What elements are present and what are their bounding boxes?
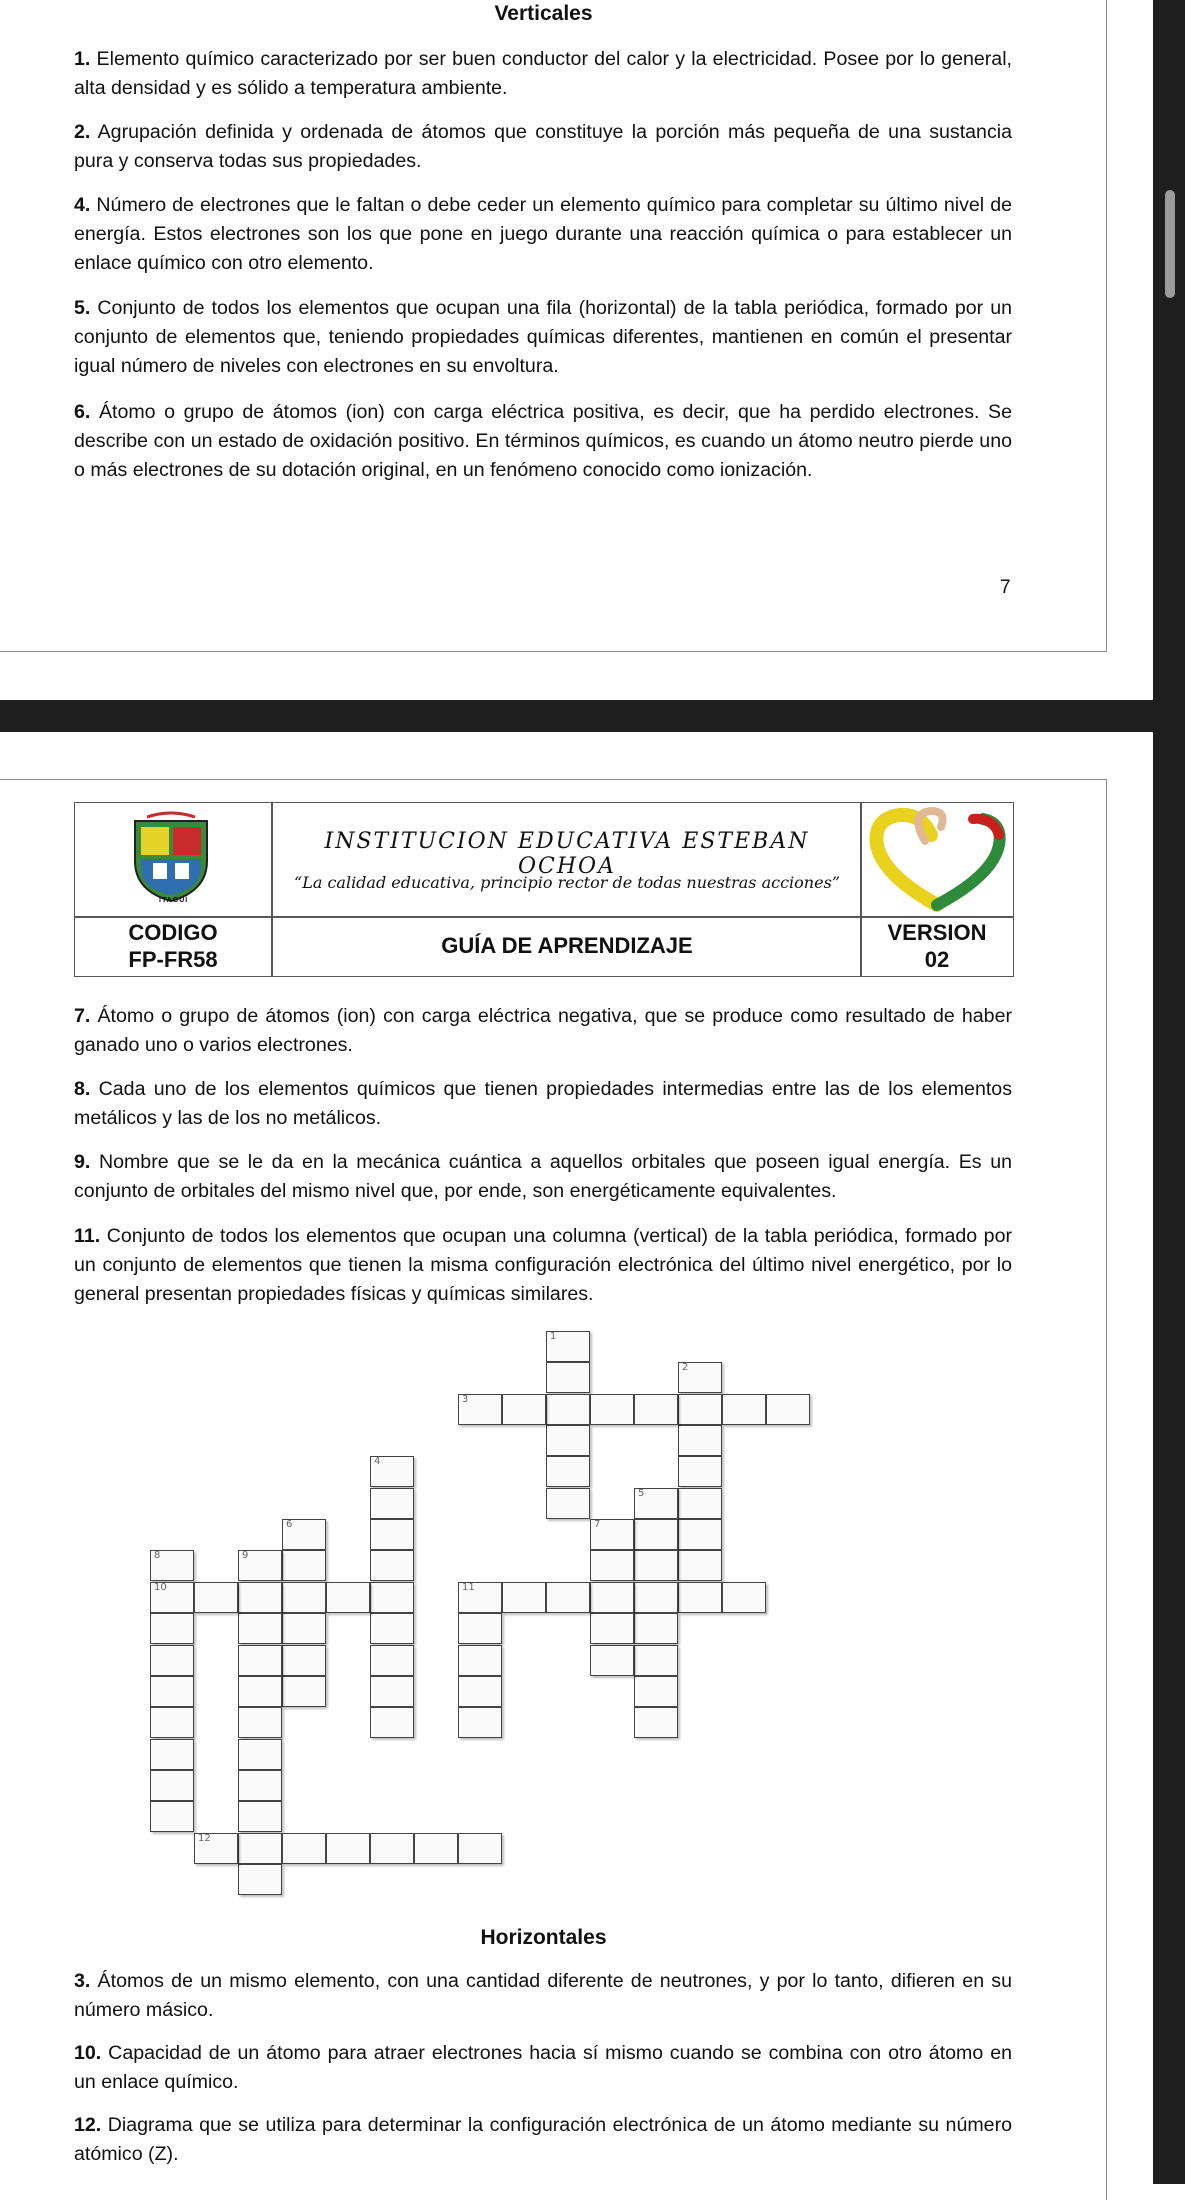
crossword-clue-number: 3: [462, 1393, 469, 1405]
crossword-cell[interactable]: [634, 1519, 678, 1550]
crossword-clue-number: 9: [242, 1550, 249, 1562]
crossword-cell[interactable]: [634, 1550, 678, 1581]
crossword-cell[interactable]: [458, 1707, 502, 1738]
scrollbar-track[interactable]: [1153, 0, 1185, 2184]
page-number: 7: [1000, 577, 1011, 598]
crossword-cell[interactable]: [678, 1425, 722, 1456]
crossword-cell[interactable]: [150, 1770, 194, 1801]
crossword-cell[interactable]: [546, 1488, 590, 1519]
crossword-cell[interactable]: [370, 1519, 414, 1550]
crossword-cell[interactable]: [150, 1613, 194, 1644]
crossword-clue-number: 7: [594, 1519, 601, 1531]
clue-5: 5. Conjunto de todos los elementos que ocupan una fila (horizontal) de la tabla periódica, formado por un conjunto de elementos que, teniendo propiedades químicas diferentes, mantienen en común el presentar igual número de niveles con electrones en su envoltura.: [74, 297, 1012, 377]
crossword-cell[interactable]: [238, 1707, 282, 1738]
crossword-cell[interactable]: [590, 1519, 634, 1550]
crossword-cell[interactable]: [326, 1582, 370, 1613]
crossword-cell[interactable]: [238, 1613, 282, 1644]
crossword-cell[interactable]: [590, 1645, 634, 1676]
crossword-cell[interactable]: [502, 1582, 546, 1613]
crossword-cell[interactable]: [370, 1456, 414, 1487]
crossword-clue-number: 12: [198, 1832, 211, 1844]
scrollbar-thumb[interactable]: [1165, 190, 1175, 298]
crossword-cell[interactable]: [370, 1833, 414, 1864]
crossword-clue-number: 1: [550, 1331, 557, 1342]
crossword-cell[interactable]: [678, 1519, 722, 1550]
crossword-cell[interactable]: [194, 1582, 238, 1613]
clue-4: 4. Número de electrones que le faltan o debe ceder un elemento químico para completar su último nivel de energía. Estos electrones son los que pone en juego durante una reacción química o para establecer un enlace químico con otro elemento.: [74, 194, 1012, 274]
codigo-cell: CODIGO FP-FR58: [128, 920, 218, 972]
crossword-cell[interactable]: [590, 1394, 634, 1425]
version-cell: VERSION 02: [887, 920, 987, 972]
clue-6: 6. Átomo o grupo de átomos (ion) con carga eléctrica positiva, es decir, que ha perdido electrones. Se describe con un estado de oxidación positivo. En términos químicos, es cuando un átomo neutro pierde uno o más electrones de su dotación original, en un fenómeno conocido como ionización.: [74, 401, 1012, 481]
crossword-cell[interactable]: [634, 1676, 678, 1707]
clue-12: 12. Diagrama que se utiliza para determinar la configuración electrónica de un átomo mediante su número atómico (Z).: [74, 2114, 1012, 2165]
crossword-cell[interactable]: [458, 1676, 502, 1707]
crossword-cell[interactable]: [722, 1394, 766, 1425]
clue-10: 10. Capacidad de un átomo para atraer electrones hacia sí mismo cuando se combina con otro átomo en un enlace químico.: [74, 2042, 1012, 2093]
crossword-cell[interactable]: [194, 1833, 238, 1864]
crossword-cell[interactable]: [238, 1645, 282, 1676]
crossword-cell[interactable]: [678, 1362, 722, 1393]
clue-1: 1. Elemento químico caracterizado por ser buen conductor del calor y la electricidad. Posee por lo general, alta densidad y es sólido a temperatura ambiente.: [74, 48, 1012, 99]
crossword-cell[interactable]: [150, 1801, 194, 1832]
crossword-cell[interactable]: [458, 1613, 502, 1644]
crossword-cell[interactable]: [282, 1582, 326, 1613]
institution-motto: “La calidad educativa, principio rector de todas nuestras acciones”: [294, 873, 840, 892]
crest-label: ITAGUÍ: [159, 897, 189, 904]
crossword-cell[interactable]: [678, 1456, 722, 1487]
clue-11: 11. Conjunto de todos los elementos que ocupan una columna (vertical) de la tabla periódica, formado por un conjunto de elementos que tienen la misma configuración electrónica del último nivel energético, por lo general presentan propiedades físicas y químicas similares.: [74, 1225, 1012, 1305]
crossword-cell[interactable]: [766, 1394, 810, 1425]
verticales-heading: Verticales: [494, 2, 593, 25]
crossword-cell[interactable]: [546, 1362, 590, 1393]
crossword-clue-number: 2: [682, 1362, 689, 1374]
clue-2: 2. Agrupación definida y ordenada de átomos que constituye la porción más pequeña de una sustancia pura y conserva todas sus propiedades.: [74, 121, 1012, 172]
crossword-cell[interactable]: [238, 1582, 282, 1613]
crossword-cell[interactable]: [238, 1770, 282, 1801]
crossword-cell[interactable]: [282, 1550, 326, 1581]
crossword-cell[interactable]: [634, 1613, 678, 1644]
clue-8: 8. Cada uno de los elementos químicos que tienen propiedades intermedias entre las de los elementos metálicos y las de los no metálicos.: [74, 1078, 1012, 1129]
crossword-cell[interactable]: [458, 1833, 502, 1864]
crossword-cell[interactable]: [546, 1331, 590, 1362]
crossword-cell[interactable]: [282, 1645, 326, 1676]
page-separator: [0, 700, 1153, 732]
crossword-clue-number: 11: [462, 1581, 475, 1593]
crossword-cell[interactable]: [370, 1582, 414, 1613]
crossword-cell[interactable]: [370, 1707, 414, 1738]
crossword-cell[interactable]: [414, 1833, 458, 1864]
crossword-cell[interactable]: [678, 1488, 722, 1519]
document-header: [74, 802, 1014, 977]
crossword-cell[interactable]: [150, 1645, 194, 1676]
crossword-cell[interactable]: [546, 1425, 590, 1456]
crossword-cell[interactable]: [370, 1488, 414, 1519]
crossword-clue-number: 5: [638, 1487, 645, 1499]
crossword-cell[interactable]: [678, 1550, 722, 1581]
horizontales-heading: Horizontales: [480, 1926, 607, 1949]
crossword-cell[interactable]: [150, 1676, 194, 1707]
crossword-cell[interactable]: [502, 1394, 546, 1425]
heart-logo-icon: [865, 805, 1011, 915]
crossword-cell[interactable]: [590, 1550, 634, 1581]
crossword-cell[interactable]: [282, 1519, 326, 1550]
crossword-cell[interactable]: [238, 1801, 282, 1832]
crossword-clue-number: 8: [154, 1550, 161, 1562]
crossword-cell[interactable]: [634, 1582, 678, 1613]
crossword-cell[interactable]: [238, 1739, 282, 1770]
crossword-cell[interactable]: [546, 1456, 590, 1487]
crossword-cell[interactable]: [590, 1613, 634, 1644]
crossword-cell[interactable]: [282, 1833, 326, 1864]
crossword-cell[interactable]: [634, 1707, 678, 1738]
crossword-clue-number: 6: [286, 1519, 293, 1531]
crossword-cell[interactable]: [282, 1676, 326, 1707]
crossword-cell[interactable]: [150, 1707, 194, 1738]
crossword-cell[interactable]: [238, 1864, 282, 1895]
crossword-cell[interactable]: [546, 1582, 590, 1613]
crossword-cell[interactable]: [722, 1582, 766, 1613]
clue-7: 7. Átomo o grupo de átomos (ion) con carga eléctrica negativa, que se produce como resultado de haber ganado uno o varios electrones.: [74, 1005, 1012, 1056]
crossword-cell[interactable]: [590, 1582, 634, 1613]
crossword-cell[interactable]: [150, 1739, 194, 1770]
crossword-cell[interactable]: [370, 1613, 414, 1644]
crossword-cell[interactable]: [326, 1833, 370, 1864]
crossword-cell[interactable]: [458, 1582, 502, 1613]
crossword-cell[interactable]: [678, 1394, 722, 1425]
crossword-cell[interactable]: [370, 1645, 414, 1676]
crossword-clue-number: 10: [154, 1581, 167, 1593]
crossword-cell[interactable]: [150, 1582, 194, 1613]
crossword-cell[interactable]: [634, 1394, 678, 1425]
crossword-cell[interactable]: [238, 1676, 282, 1707]
crossword-cell[interactable]: [282, 1613, 326, 1644]
clue-9: 9. Nombre que se le da en la mecánica cuántica a aquellos orbitales que poseen igual energía. Es un conjunto de orbitales del mismo nivel que, por ende, son energéticamente equivalentes.: [74, 1151, 1012, 1202]
institution-name: INSTITUCION EDUCATIVA ESTEBAN OCHOA: [324, 829, 810, 879]
guide-title: GUÍA DE APRENDIZAJE: [441, 933, 693, 958]
clue-3: 3. Átomos de un mismo elemento, con una cantidad diferente de neutrones, y por lo tanto, difieren en su número másico.: [74, 1970, 1012, 2021]
crossword-cell[interactable]: [458, 1645, 502, 1676]
school-crest-icon: [127, 811, 215, 903]
crossword-cell[interactable]: [678, 1582, 722, 1613]
crossword-cell[interactable]: [150, 1550, 194, 1581]
crossword-cell[interactable]: [634, 1645, 678, 1676]
crossword-clue-number: 4: [374, 1456, 381, 1468]
crossword-cell[interactable]: [546, 1394, 590, 1425]
crossword-cell[interactable]: [370, 1676, 414, 1707]
crossword-cell[interactable]: [634, 1488, 678, 1519]
crossword-cell[interactable]: [238, 1550, 282, 1581]
crossword-cell[interactable]: [458, 1394, 502, 1425]
crossword-cell[interactable]: [238, 1833, 282, 1864]
crossword-cell[interactable]: [370, 1550, 414, 1581]
